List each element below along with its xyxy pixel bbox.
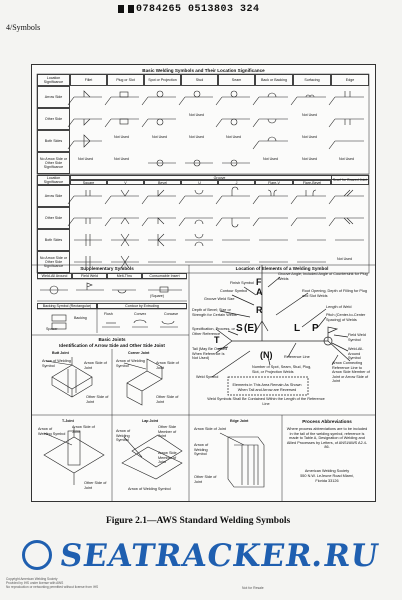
- not-used-spot-both: Not Used: [152, 135, 167, 139]
- row-no-significance: No Arrow Side or Other Side Significance: [37, 152, 70, 174]
- document-code: 0784265 0513803 324: [136, 4, 260, 15]
- not-used-stud-other: Not Used: [189, 113, 204, 117]
- backing-symbol-label: Backing Symbol (Rectangular): [37, 303, 97, 309]
- not-used-surfacing-none: Not Used: [302, 157, 317, 161]
- butt-arrow-label: Arrow of Welding Symbol: [42, 359, 71, 368]
- butt-other-side-label: Other Side of Joint: [86, 395, 109, 404]
- groove-location-header: Location Significance: [37, 175, 70, 185]
- t-other-side-label: Other Side of Joint: [84, 481, 107, 490]
- chart-line-art: [32, 65, 375, 501]
- col-fillet: Fillet: [70, 74, 107, 86]
- el-finish: Finish Symbol: [230, 281, 254, 285]
- el-char-f: F: [256, 277, 262, 287]
- el-tail: Tail (May Be Omitted When Reference Is Not Used): [192, 347, 228, 361]
- el-pitch: Pitch (Center-to-Center Spacing) of Welds: [326, 313, 366, 322]
- basic-symbols-title: Basic Welding Symbols and Their Location Significance: [142, 68, 265, 73]
- footer-not-for-resale: Not for Resale: [242, 586, 264, 590]
- figure-caption: Figure 2.1—AWS Standard Welding Symbols: [106, 516, 291, 526]
- corner-arrow-label: Arrow of Welding Symbol: [116, 359, 145, 368]
- col-surfacing: Surfacing: [293, 74, 331, 86]
- groove-symbol-lines: [68, 187, 364, 268]
- el-root-opening: Root Opening, Depth of Filling for Plug and Slot Welds: [302, 289, 368, 298]
- supplementary-symbol-lines: [40, 283, 182, 329]
- el-char-p: P: [312, 323, 319, 334]
- joints-subtitle: Identification of Arrow Side and Other Side Joint: [59, 343, 165, 348]
- groove-col-flare-v: Flare-V: [255, 180, 293, 185]
- el-char-e: (E): [244, 323, 258, 334]
- copyright-line-3: No reproduction or networking permitted without license from IHS: [6, 585, 99, 589]
- el-reference-line: Reference Line: [284, 355, 310, 359]
- row-both-sides: Both Sides: [37, 130, 70, 152]
- backing-label: Backing: [74, 316, 87, 320]
- groove-row-arrow: Arrow Side: [37, 185, 70, 207]
- groove-row-both: Both Sides: [37, 229, 70, 251]
- not-used-surfacing-both: Not Used: [302, 135, 317, 139]
- table-borders: [32, 74, 375, 501]
- el-char-s: S: [236, 323, 243, 334]
- col-stud: Stud: [181, 74, 218, 86]
- header-barcode-mark-2: [128, 5, 134, 13]
- not-used-fillet-none: Not Used: [78, 157, 93, 161]
- supp-title: Supplementary Symbols: [80, 266, 134, 271]
- groove-title: Groove: [70, 175, 369, 180]
- location-header: Location Significance: [37, 74, 70, 86]
- el-elements-note: Elements in This Area Remain As Shown When Tail and Arrow are Reversed: [232, 383, 302, 392]
- el-all-around: Weld-All-Around Symbol: [348, 347, 364, 361]
- location-title: Location of Elements of a Welding Symbol: [235, 266, 329, 271]
- not-used-surfacing-other: Not Used: [302, 113, 317, 117]
- spacer-label: Spacer: [46, 327, 58, 331]
- process-abbr-title: Process Abbreviations: [302, 419, 352, 424]
- el-groove-size: Groove Weld Size: [204, 297, 235, 301]
- watermark-globe-icon: [22, 540, 52, 570]
- col-seam: Seam: [218, 74, 255, 86]
- copyright-line-1: Copyright American Welding Society: [6, 577, 58, 581]
- contour-title: Contour by Extruding: [97, 303, 187, 309]
- el-weld-symbol: Weld Symbol: [196, 375, 219, 379]
- not-used-plug-none: Not Used: [114, 157, 129, 161]
- el-contour: Contour Symbol: [220, 289, 248, 293]
- groove-row-other: Other Side: [37, 207, 70, 229]
- corner-other-side-label: Other Side of Joint: [156, 395, 179, 404]
- square-note: (Square): [150, 294, 164, 298]
- process-abbr-text: Where process abbreviations are to be included in the tail of the welding symbol, reference is made to Table A, Designation of Welding and Allied Processes by Letters, of ANSI/AWS A2.4-86.: [286, 427, 368, 450]
- corner-joint-title: Corner Joint: [128, 351, 150, 355]
- watermark-text: SEATRACKER.RU: [57, 538, 382, 574]
- joints-title: Basic Joints: [98, 337, 126, 342]
- el-char-t: T: [214, 335, 220, 345]
- butt-arrow-side-label: Arrow Side of Joint: [84, 361, 107, 370]
- not-used-plug-both: Not Used: [114, 135, 129, 139]
- el-weld-symbols-note: Weld Symbols Shall Be Contained Within the Length of the Reference Line: [207, 397, 325, 406]
- t-joint-title: T-Joint: [62, 419, 74, 423]
- elements-diagram: [212, 265, 350, 395]
- t-arrow-side-label: Arrow Side of Joint: [72, 425, 95, 434]
- edge-arrow-side-label: Arrow Side of Joint: [194, 427, 226, 431]
- society-address: 550 N.W. LeJeune Road Miami, Florida 33126: [300, 474, 354, 483]
- el-groove-angle: Groove Angle; Included Angle of Countersink for Plug Welds: [278, 272, 368, 281]
- el-field-weld: Field Weld Symbol: [348, 333, 366, 342]
- contour-convex: Convex: [134, 312, 147, 316]
- contour-concave: Concave: [164, 312, 179, 316]
- butt-joint-title: Butt Joint: [52, 351, 69, 355]
- el-arrow: Arrow Connecting Reference Line to Arrow Side Member of Joint or Arrow Side of Joint: [332, 361, 370, 384]
- welding-symbols-chart: [31, 64, 376, 502]
- col-plug: Plug or Slot: [107, 74, 144, 86]
- edge-joint-title: Edge Joint: [230, 419, 249, 423]
- section-label: 4/Symbols: [6, 23, 41, 32]
- not-used-scarf-none: Not Used: [337, 257, 352, 261]
- edge-other-side-label: Other Side of Joint: [194, 475, 217, 484]
- el-char-a: A: [256, 287, 263, 297]
- not-used-edge-none: Not Used: [339, 157, 354, 161]
- groove-col-square: Square: [70, 180, 107, 185]
- col-spot: Spot or Projection: [144, 74, 181, 86]
- groove-row-none: No Arrow Side or Other Side Significance: [37, 251, 70, 273]
- el-depth-bevel: Depth of Bevel; Size or Strength for Certain Welds: [192, 308, 237, 317]
- corner-arrow-side-label: Arrow Side of Joint: [156, 361, 179, 370]
- el-char-l: L: [294, 323, 301, 334]
- lap-arrow-label: Arrow of Welding Symbol: [116, 429, 131, 443]
- el-number: Number of Spot, Seam, Stud, Plug, Slot, or Projection Welds: [252, 365, 312, 374]
- header-barcode-mark: [118, 5, 124, 13]
- groove-col-j: J: [218, 180, 255, 185]
- groove-col-v: V: [107, 180, 144, 185]
- joint-drawings: [44, 357, 264, 487]
- not-used-stud-both: Not Used: [189, 135, 204, 139]
- lap-other-member-label: Other Side Member of Joint: [158, 425, 177, 439]
- groove-col-flare-bevel: Flare-Bevel: [293, 180, 331, 185]
- lap-joint-title: Lap Joint: [142, 419, 158, 423]
- copyright-line-2: Provided by IHS under license with AWS: [6, 581, 64, 585]
- supp-all-around: Weld-All Around: [37, 273, 72, 279]
- not-used-seam-both: Not Used: [226, 135, 241, 139]
- society-name: American Welding Society: [304, 469, 350, 473]
- col-back: Back or Backing: [255, 74, 293, 86]
- el-char-r: R: [256, 305, 263, 315]
- lap-arrow-bottom-label: Arrow of Welding Symbol: [128, 487, 171, 491]
- basic-symbol-lines: [68, 91, 364, 166]
- contour-flush: Flush: [104, 312, 113, 316]
- row-other-side: Other Side: [37, 108, 70, 130]
- supp-consumable: Consumable Insert: [142, 273, 187, 279]
- supp-field-weld: Field Weld: [72, 273, 107, 279]
- groove-col-scarf: Scarf for Brazed Joint: [331, 175, 369, 185]
- col-edge: Edge: [331, 74, 369, 86]
- t-arrow-label: Arrow of Welding Symbol: [38, 427, 66, 436]
- groove-col-bevel: Bevel: [144, 180, 181, 185]
- lap-arrow-member-label: Arrow Side Member of Joint: [158, 451, 177, 465]
- groove-col-u: U: [181, 180, 218, 185]
- supp-melt-thru: Melt-Thru: [107, 273, 142, 279]
- el-length: Length of Weld: [326, 305, 352, 309]
- edge-arrow-label: Arrow of Welding Symbol: [194, 443, 209, 457]
- not-used-back-none: Not Used: [263, 157, 278, 161]
- el-char-n: (N): [260, 350, 273, 360]
- el-specification: Specification, Process, or Other Reference: [192, 327, 235, 336]
- row-arrow-side: Arrow Side: [37, 86, 70, 108]
